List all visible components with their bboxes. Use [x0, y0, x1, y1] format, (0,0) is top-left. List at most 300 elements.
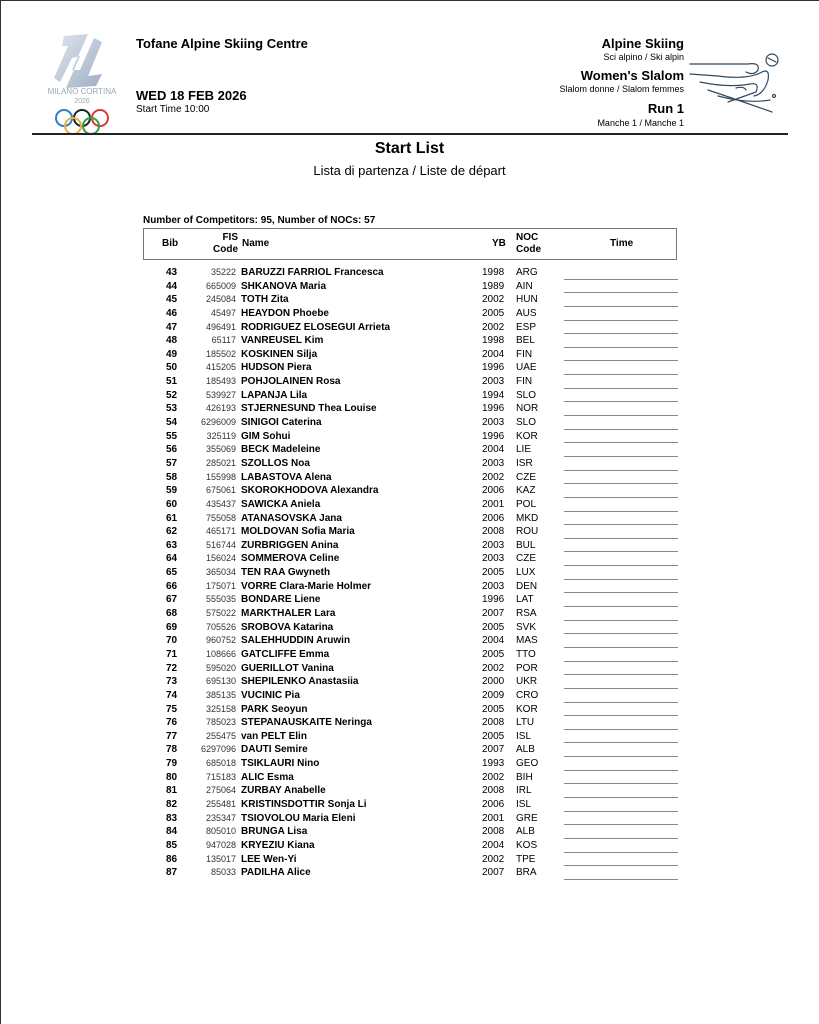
noc-cell: KOR [516, 703, 538, 715]
name-cell: ATANASOVSKA Jana [241, 512, 342, 524]
table-row [143, 580, 683, 594]
table-row [143, 430, 683, 444]
bib-cell: 49 [166, 348, 178, 360]
bib-cell: 69 [166, 621, 178, 633]
name-cell: RODRIGUEZ ELOSEGUI Arrieta [241, 321, 391, 333]
yb-cell: 2008 [482, 826, 505, 838]
yb-cell: 2004 [482, 348, 505, 360]
yb-cell: 2008 [482, 717, 505, 729]
header-noc-code [516, 232, 541, 256]
table-row [143, 416, 683, 430]
name-cell: TSIOVOLOU Maria Eleni [241, 812, 356, 824]
name-cell: POHJOLAINEN Rosa [241, 376, 341, 388]
yb-cell: 2006 [482, 485, 505, 497]
yb-cell: 1994 [482, 389, 505, 401]
table-row [143, 389, 683, 403]
table-row [143, 280, 683, 294]
table-row [143, 743, 683, 757]
name-cell: KOSKINEN Silja [241, 348, 318, 360]
milano-cortina-logo [36, 30, 128, 136]
header-noc-line1: NOC [516, 232, 539, 243]
bib-cell: 73 [166, 676, 178, 688]
name-cell: VORRE Clara-Marie Holmer [241, 580, 372, 592]
fis-code-cell: 516744 [205, 539, 236, 550]
noc-cell: LAT [516, 594, 534, 606]
name-cell: TSIKLAURI Nino [241, 758, 320, 770]
noc-cell: CZE [516, 471, 536, 483]
name-cell: LABASTOVA Alena [241, 471, 332, 483]
bib-cell: 86 [166, 853, 178, 865]
name-cell: SROBOVA Katarina [241, 621, 334, 633]
fis-code-cell: 135017 [205, 853, 236, 864]
name-cell: HUDSON Piera [241, 362, 312, 374]
noc-cell: HUN [516, 294, 538, 306]
yb-cell: 1996 [482, 403, 505, 415]
name-cell: BARUZZI FARRIOL Francesca [241, 267, 384, 278]
table-row [143, 361, 683, 375]
fis-code-cell: 235347 [205, 812, 236, 823]
name-cell: SAWICKA Aniela [241, 498, 321, 510]
yb-cell: 2005 [482, 703, 505, 715]
yb-cell: 2006 [482, 798, 505, 810]
yb-cell: 2004 [482, 839, 505, 851]
yb-cell: 2002 [482, 662, 505, 674]
header-time: Time [610, 238, 634, 249]
yb-cell: 1989 [482, 280, 505, 292]
name-cell: VUCINIC Pia [241, 689, 300, 701]
table-row [143, 621, 683, 635]
table-row [143, 484, 683, 498]
fis-code-cell: 245084 [205, 294, 236, 305]
yb-cell: 2009 [482, 689, 505, 701]
bib-cell: 63 [166, 539, 178, 551]
fis-code-cell: 785023 [205, 717, 236, 728]
fis-code-cell: 575022 [205, 608, 236, 619]
yb-cell: 2002 [482, 853, 505, 865]
yb-cell: 2008 [482, 526, 505, 538]
fis-code-cell: 325158 [205, 703, 236, 714]
yb-cell: 1998 [482, 335, 505, 347]
page-title: Start List [374, 140, 445, 157]
yb-cell: 2007 [482, 608, 505, 620]
noc-cell: ISL [516, 730, 532, 742]
bib-cell: 72 [166, 662, 178, 674]
noc-cell: BUL [516, 539, 536, 551]
bib-cell: 65 [166, 567, 178, 579]
page-top-edge [0, 0, 819, 1]
table-row [143, 648, 683, 662]
page-subtitle: Lista di partenza / Liste de départ [313, 163, 506, 178]
bib-cell: 61 [166, 512, 178, 524]
event-date: WED 18 FEB 2026 [136, 88, 247, 103]
bib-cell: 83 [166, 812, 178, 824]
name-cell: GIM Sohui [241, 430, 291, 442]
fis-code-cell: 539927 [205, 389, 236, 400]
fis-code-cell: 415205 [205, 362, 236, 373]
table-row [143, 730, 683, 744]
yb-cell: 2002 [482, 294, 505, 306]
noc-cell: ALB [516, 826, 535, 838]
noc-cell: GEO [516, 758, 539, 770]
yb-cell: 2003 [482, 553, 505, 565]
name-cell: VANREUSEL Kim [241, 335, 324, 347]
noc-cell: SVK [516, 621, 537, 633]
table-row [143, 593, 683, 607]
fis-code-cell: 6297096 [200, 744, 236, 755]
name-cell: KRISTINSDOTTIR Sonja Li [241, 798, 367, 810]
header-fis-code [210, 232, 238, 256]
noc-cell: FIN [516, 348, 533, 360]
start-list-rows [143, 266, 683, 880]
bib-cell: 51 [166, 376, 178, 388]
yb-cell: 1996 [482, 430, 505, 442]
fis-code-cell: 255481 [205, 798, 236, 809]
bib-cell: 53 [166, 403, 178, 415]
fis-code-cell: 665009 [205, 280, 236, 291]
bib-cell: 74 [166, 689, 178, 701]
name-cell: MARKTHALER Lara [241, 608, 336, 620]
start-time: Start Time 10:00 [136, 104, 210, 115]
yb-cell: 2005 [482, 730, 505, 742]
fis-code-cell: 365034 [205, 567, 236, 578]
bib-cell: 43 [166, 267, 178, 278]
bib-cell: 58 [166, 471, 178, 483]
bib-cell: 67 [166, 594, 178, 606]
name-cell: SKOROKHODOVA Alexandra [241, 485, 379, 497]
fis-code-cell: 695130 [205, 676, 236, 687]
table-row [143, 771, 683, 785]
header-fis-line1: FIS [222, 232, 238, 243]
noc-cell: LUX [516, 567, 536, 579]
noc-cell: ARG [516, 267, 538, 278]
fis-code-cell: 156024 [205, 553, 236, 564]
name-cell: van PELT Elin [241, 730, 307, 742]
bib-cell: 62 [166, 526, 178, 538]
bib-cell: 52 [166, 389, 178, 401]
table-row [143, 539, 683, 553]
table-row [143, 825, 683, 839]
noc-cell: LIE [516, 444, 532, 456]
bib-cell: 82 [166, 798, 178, 810]
table-row [143, 321, 683, 335]
yb-cell: 2003 [482, 580, 505, 592]
header-fis-line2: Code [213, 244, 238, 255]
bib-cell: 68 [166, 608, 178, 620]
bib-cell: 57 [166, 457, 178, 469]
noc-cell: KOS [516, 839, 538, 851]
olympic-rings-icon [56, 110, 108, 134]
table-row [143, 471, 683, 485]
table-row [143, 675, 683, 689]
bib-cell: 50 [166, 362, 178, 374]
yb-cell: 2002 [482, 771, 505, 783]
fis-code-cell: 960752 [205, 635, 236, 646]
bib-cell: 79 [166, 758, 178, 770]
event-translations: Slalom donne / Slalom femmes [559, 84, 684, 94]
name-cell: LEE Wen-Yi [241, 853, 297, 865]
fis-code-cell: 108666 [205, 648, 236, 659]
yb-cell: 1998 [482, 267, 505, 278]
noc-cell: AIN [516, 280, 533, 292]
bib-cell: 77 [166, 730, 178, 742]
fis-code-cell: 947028 [205, 839, 236, 850]
yb-cell: 2001 [482, 812, 505, 824]
fis-code-cell: 805010 [205, 826, 236, 837]
name-cell: GUERILLOT Vanina [241, 662, 334, 674]
table-row [143, 703, 683, 717]
noc-cell: NOR [516, 403, 539, 415]
bib-cell: 45 [166, 294, 178, 306]
name-cell: PARK Seoyun [241, 703, 308, 715]
table-row [143, 662, 683, 676]
yb-cell: 2005 [482, 307, 505, 319]
fis-code-cell: 595020 [205, 662, 236, 673]
fis-code-cell: 355069 [205, 444, 236, 455]
table-row [143, 512, 683, 526]
noc-cell: DEN [516, 580, 538, 592]
noc-cell: AUS [516, 307, 537, 319]
yb-cell: 2004 [482, 635, 505, 647]
noc-cell: UKR [516, 676, 538, 688]
table-row [143, 798, 683, 812]
yb-cell: 2007 [482, 867, 505, 879]
table-row [143, 716, 683, 730]
bib-cell: 44 [166, 280, 178, 292]
noc-cell: MAS [516, 635, 538, 647]
noc-cell: FIN [516, 376, 533, 388]
bib-cell: 76 [166, 717, 178, 729]
header-yb: YB [492, 238, 506, 249]
fis-code-cell: 435437 [205, 498, 236, 509]
fis-code-cell: 155998 [205, 471, 236, 482]
noc-cell: BEL [516, 335, 535, 347]
name-cell: SZOLLOS Noa [241, 457, 310, 469]
fis-code-cell: 385135 [205, 689, 236, 700]
yb-cell: 2002 [482, 321, 505, 333]
table-row [143, 525, 683, 539]
table-row [143, 443, 683, 457]
yb-cell: 2002 [482, 471, 505, 483]
bib-cell: 75 [166, 703, 178, 715]
yb-cell: 2003 [482, 457, 505, 469]
run-translations: Manche 1 / Manche 1 [597, 118, 684, 128]
yb-cell: 2001 [482, 498, 505, 510]
noc-cell: MKD [516, 512, 539, 524]
header-name: Name [242, 238, 270, 249]
yb-cell: 1996 [482, 594, 505, 606]
noc-cell: ESP [516, 321, 537, 333]
fis-code-cell: 185502 [205, 348, 236, 359]
event-name: Women's Slalom [580, 68, 684, 83]
name-cell: STEPANAUSKAITE Neringa [241, 717, 372, 729]
sport-translations: Sci alpino / Ski alpin [603, 52, 684, 62]
name-cell: SINIGOI Caterina [241, 417, 322, 429]
table-row [143, 307, 683, 321]
table-row [143, 757, 683, 771]
bib-cell: 85 [166, 839, 178, 851]
yb-cell: 2005 [482, 648, 505, 660]
bib-cell: 87 [166, 867, 178, 879]
noc-cell: SLO [516, 417, 537, 429]
fis-code-cell: 255475 [205, 730, 236, 741]
noc-cell: BRA [516, 867, 537, 879]
name-cell: ALIC Esma [241, 771, 294, 783]
fis-code-cell: 555035 [205, 594, 236, 605]
noc-cell: SLO [516, 389, 537, 401]
bib-cell: 48 [166, 335, 178, 347]
yb-cell: 2005 [482, 567, 505, 579]
yb-cell: 2008 [482, 785, 505, 797]
name-cell: SOMMEROVA Celine [241, 553, 340, 565]
noc-cell: UAE [516, 362, 537, 374]
name-cell: ZURBRIGGEN Anina [241, 539, 339, 551]
bib-cell: 46 [166, 307, 178, 319]
table-row [143, 552, 683, 566]
table-row [143, 866, 683, 880]
table-row [143, 812, 683, 826]
fis-code-cell: 185493 [205, 376, 236, 387]
header-divider [32, 133, 788, 135]
fis-code-cell: 275064 [205, 785, 236, 796]
table-row [143, 839, 683, 853]
fis-code-cell: 285021 [205, 457, 236, 468]
fis-code-cell: 175071 [205, 580, 236, 591]
noc-cell: IRL [516, 785, 532, 797]
table-row [143, 853, 683, 867]
bib-cell: 84 [166, 826, 178, 838]
bib-cell: 66 [166, 580, 178, 592]
fis-code-cell: 685018 [205, 758, 236, 769]
fis-code-cell: 426193 [205, 403, 236, 414]
alpine-skier-icon [688, 50, 788, 118]
noc-cell: KOR [516, 430, 538, 442]
noc-cell: CRO [516, 689, 539, 701]
bib-cell: 55 [166, 430, 178, 442]
noc-cell: ALB [516, 744, 535, 756]
fis-code-cell: 325119 [206, 430, 236, 441]
fis-code-cell: 675061 [205, 485, 236, 496]
table-row [143, 348, 683, 362]
name-cell: BRUNGA Lisa [241, 826, 308, 838]
yb-cell: 2003 [482, 376, 505, 388]
yb-cell: 2004 [482, 444, 505, 456]
noc-cell: GRE [516, 812, 538, 824]
bib-cell: 80 [166, 771, 178, 783]
fis-code-cell: 85033 [210, 867, 236, 878]
bib-cell: 78 [166, 744, 178, 756]
table-row [143, 784, 683, 798]
bib-cell: 71 [166, 648, 178, 660]
table-row [143, 266, 683, 280]
games-emblem-icon [36, 30, 128, 136]
bib-cell: 59 [166, 485, 178, 497]
bib-cell: 64 [166, 553, 178, 565]
venue-name: Tofane Alpine Skiing Centre [136, 36, 308, 51]
name-cell: BECK Madeleine [241, 444, 321, 456]
fis-code-cell: 496491 [205, 321, 236, 332]
name-cell: TOTH Zita [241, 294, 289, 306]
competitor-counts: Number of Competitors: 95, Number of NOCs: 57 [143, 215, 376, 226]
noc-cell: ISR [516, 457, 533, 469]
fis-code-cell: 35222 [210, 267, 236, 277]
noc-cell: BIH [516, 771, 533, 783]
table-row [143, 293, 683, 307]
yb-cell: 2006 [482, 512, 505, 524]
noc-cell: CZE [516, 553, 536, 565]
noc-cell: ISL [516, 798, 532, 810]
name-cell: HEAYDON Phoebe [241, 307, 329, 319]
yb-cell: 2007 [482, 744, 505, 756]
table-row [143, 375, 683, 389]
bib-cell: 54 [166, 417, 178, 429]
name-cell: TEN RAA Gwyneth [241, 567, 331, 579]
name-cell: SHKANOVA Maria [241, 280, 327, 292]
bib-cell: 70 [166, 635, 178, 647]
bib-cell: 56 [166, 444, 178, 456]
name-cell: SHEPILENKO Anastasiia [241, 676, 359, 688]
fis-code-cell: 65117 [211, 335, 236, 346]
table-header [143, 228, 677, 260]
sport-name: Alpine Skiing [601, 36, 684, 51]
noc-cell: POL [516, 498, 537, 510]
bib-cell: 47 [166, 321, 178, 333]
noc-cell: TPE [516, 853, 536, 865]
fis-code-cell: 6296009 [200, 417, 236, 428]
name-cell: LAPANJA Lila [241, 389, 308, 401]
fis-code-cell: 45497 [210, 307, 236, 318]
noc-cell: ROU [516, 526, 539, 538]
name-cell: PADILHA Alice [241, 867, 311, 879]
name-cell: ZURBAY Anabelle [241, 785, 326, 797]
bib-cell: 60 [166, 498, 178, 510]
time-blank-line [564, 879, 678, 880]
header-noc-line2: Code [516, 244, 541, 255]
fis-code-cell: 755058 [205, 512, 236, 523]
name-cell: DAUTI Semire [241, 744, 308, 756]
yb-cell: 2003 [482, 417, 505, 429]
noc-cell: POR [516, 662, 538, 674]
table-row [143, 498, 683, 512]
table-row [143, 334, 683, 348]
yb-cell: 2000 [482, 676, 505, 688]
run-name: Run 1 [647, 101, 684, 116]
table-row [143, 457, 683, 471]
table-row [143, 566, 683, 580]
yb-cell: 1993 [482, 758, 505, 770]
table-row [143, 634, 683, 648]
noc-cell: LTU [516, 717, 535, 729]
table-row [143, 402, 683, 416]
name-cell: KRYEZIU Kiana [241, 839, 315, 851]
yb-cell: 1996 [482, 362, 505, 374]
noc-cell: TTO [516, 648, 536, 660]
noc-cell: KAZ [516, 485, 536, 497]
yb-cell: 2003 [482, 539, 505, 551]
fis-code-cell: 705526 [205, 621, 236, 632]
logo-wordmark: MILANO CORTINA [47, 87, 117, 96]
header-bib: Bib [162, 238, 179, 249]
name-cell: STJERNESUND Thea Louise [241, 403, 377, 415]
noc-cell: RSA [516, 608, 537, 620]
name-cell: GATCLIFFE Emma [241, 648, 330, 660]
fis-code-cell: 715183 [205, 771, 236, 782]
yb-cell: 2005 [482, 621, 505, 633]
table-row [143, 689, 683, 703]
fis-code-cell: 465171 [205, 526, 236, 537]
logo-year: 2026 [74, 98, 90, 105]
bib-cell: 81 [166, 785, 178, 797]
name-cell: MOLDOVAN Sofia Maria [241, 526, 355, 538]
